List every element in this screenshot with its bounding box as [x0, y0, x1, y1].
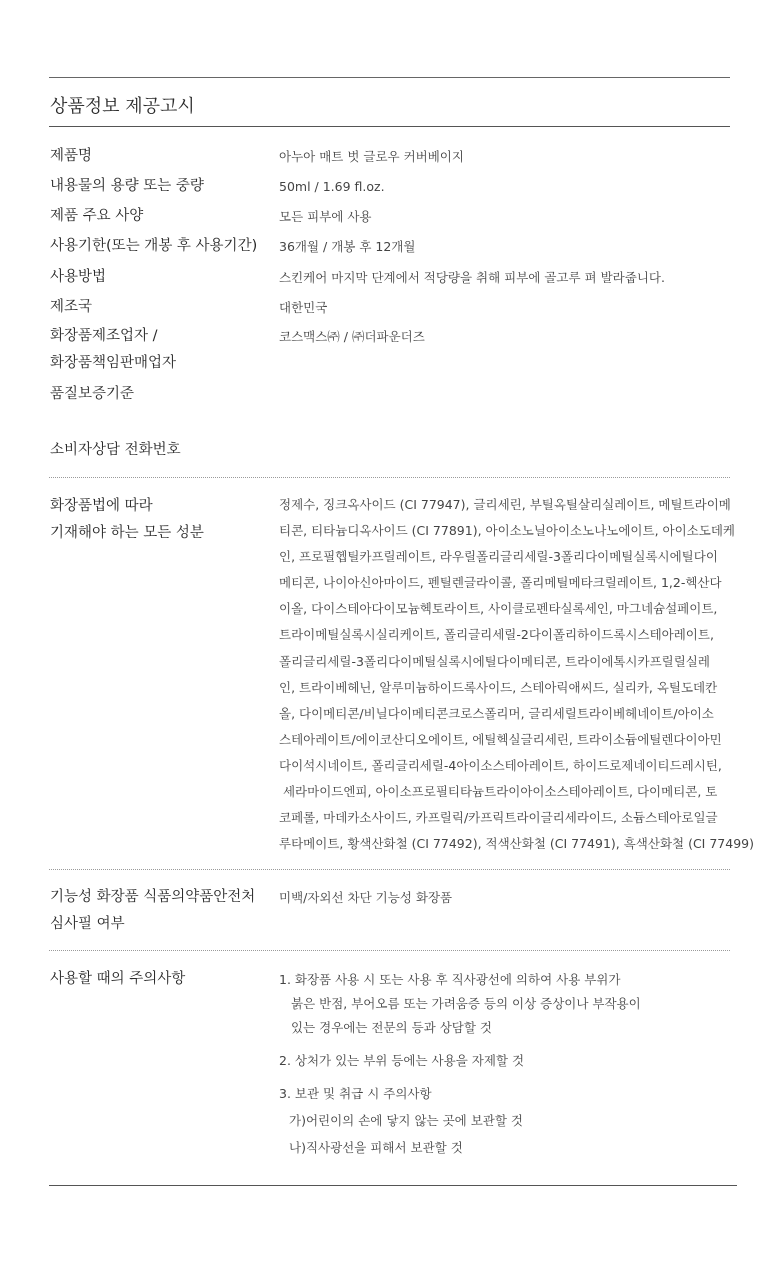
title-divider [49, 126, 730, 127]
row-label-phone: 소비자상담 전화번호 [50, 442, 181, 458]
top-divider [49, 77, 730, 78]
precaution-item-1-line3: 있는 경우에는 전문의 등과 상담할 것 [291, 1020, 492, 1035]
row-label-product-name: 제품명 [50, 148, 93, 164]
ingredients-line: 루타메이트, 황색산화철 (CI 77492), 적색산화철 (CI 77491), 흑색산화철 (CI 77499) [279, 836, 754, 852]
functional-value: 미백/자외선 차단 기능성 화장품 [279, 890, 453, 905]
row-label-country: 제조국 [50, 299, 93, 315]
ingredients-line: 코페롤, 마데카소사이드, 카프릴릭/카프릭트라이글리세라이드, 소듐스테아로일글 [279, 810, 718, 826]
precaution-item-1-line1: 1. 화장품 사용 시 또는 사용 후 직사광선에 의하여 사용 부위가 [279, 972, 621, 987]
row-label-volume: 내용물의 용량 또는 중량 [50, 178, 204, 194]
row-value-country: 대한민국 [279, 300, 328, 315]
ingredients-label-line1: 화장품법에 따라 [50, 498, 153, 514]
ingredients-line: 메티콘, 나이아신아마이드, 펜틸렌글라이콜, 폴리메틸메타크릴레이트, 1,2-헥산다 [279, 575, 722, 591]
precaution-item-3-sub-b: 나)직사광선을 피해서 보관할 것 [289, 1140, 463, 1155]
precaution-item-1-line2: 붉은 반점, 부어오름 또는 가려움증 등의 이상 증상이나 부작용이 [291, 996, 641, 1011]
divider-3 [49, 950, 730, 951]
divider-2 [49, 869, 730, 870]
precaution-item-3: 3. 보관 및 취급 시 주의사항 [279, 1086, 432, 1101]
ingredients-line: 이올, 다이스테아다이모늄헥토라이트, 사이클로펜타실록세인, 마그네슘설페이트, [279, 601, 718, 617]
ingredients-label-line2: 기재해야 하는 모든 성분 [50, 525, 204, 541]
row-label-manufacturer-line2: 화장품책임판매업자 [50, 355, 177, 371]
row-value-product-name: 아누아 매트 벗 글로우 커버베이지 [279, 149, 464, 164]
functional-label-line1: 기능성 화장품 식품의약품안전처 [50, 889, 256, 905]
row-value-usage: 스킨케어 마지막 단계에서 적당량을 취해 피부에 골고루 펴 발라줍니다. [279, 270, 665, 285]
ingredients-line: 스테아레이트/에이코산디오에이트, 에틸헥실글리세린, 트라이소듐에틸렌다이아민 [279, 731, 722, 747]
ingredients-line: 세라마이드엔피, 아이소프로필티타늄트라이아이소스테아레이트, 다이메티콘, 토 [279, 784, 718, 800]
row-label-manufacturer-line1: 화장품제조업자 / [50, 328, 158, 344]
bottom-divider [49, 1185, 737, 1186]
ingredients-line: 올, 다이메티콘/비닐다이메티콘크로스폴리머, 글리세릴트라이베헤네이트/아이소 [279, 705, 714, 721]
row-label-expiry: 사용기한(또는 개봉 후 사용기간) [50, 238, 258, 254]
row-label-quality: 품질보증기준 [50, 386, 135, 402]
ingredients-line: 인, 트라이베헤닌, 알루미늄하이드록사이드, 스테아릭애씨드, 실리카, 옥틸도데칸 [279, 679, 718, 695]
ingredients-line: 트라이메틸실록시실리케이트, 폴리글리세릴-2다이폴리하이드록시스테아레이트, [279, 627, 714, 643]
page-title: 상품정보 제공고시 [50, 96, 195, 117]
ingredients-line: 정제수, 징크옥사이드 (CI 77947), 글리세린, 부틸옥틸살리실레이트, 메틸트라이메 [279, 497, 731, 512]
row-label-specs: 제품 주요 사양 [50, 208, 144, 224]
ingredients-line: 인, 프로필헵틸카프릴레이트, 라우릴폴리글리세릴-3폴리다이메틸실록시에틸다이 [279, 549, 718, 565]
row-value-manufacturer: 코스맥스㈜ / ㈜더파운더즈 [279, 329, 425, 344]
row-value-volume: 50ml / 1.69 fl.oz. [279, 179, 385, 194]
ingredients-line: 티콘, 티타늄디옥사이드 (CI 77891), 아이소노닐아이소노나노에이트, 아이소도데케 [279, 523, 735, 539]
ingredients-list [279, 492, 754, 857]
precautions-label: 사용할 때의 주의사항 [50, 971, 186, 987]
functional-label-line2: 심사필 여부 [50, 916, 125, 932]
precaution-item-2: 2. 상처가 있는 부위 등에는 사용을 자제할 것 [279, 1053, 525, 1068]
divider-1 [49, 477, 730, 478]
row-value-expiry: 36개월 / 개봉 후 12개월 [279, 239, 416, 254]
ingredients-line: 폴리글리세릴-3폴리다이메틸실록시에틸다이메티콘, 트라이에톡시카프릴릴실레 [279, 653, 710, 669]
row-label-usage: 사용방법 [50, 269, 107, 285]
row-value-specs: 모든 피부에 사용 [279, 209, 372, 224]
precaution-item-3-sub-a: 가)어린이의 손에 닿지 않는 곳에 보관할 것 [289, 1113, 523, 1128]
ingredients-line: 다이석시네이트, 폴리글리세릴-4아이소스테아레이트, 하이드로제네이티드레시틴, [279, 757, 722, 773]
